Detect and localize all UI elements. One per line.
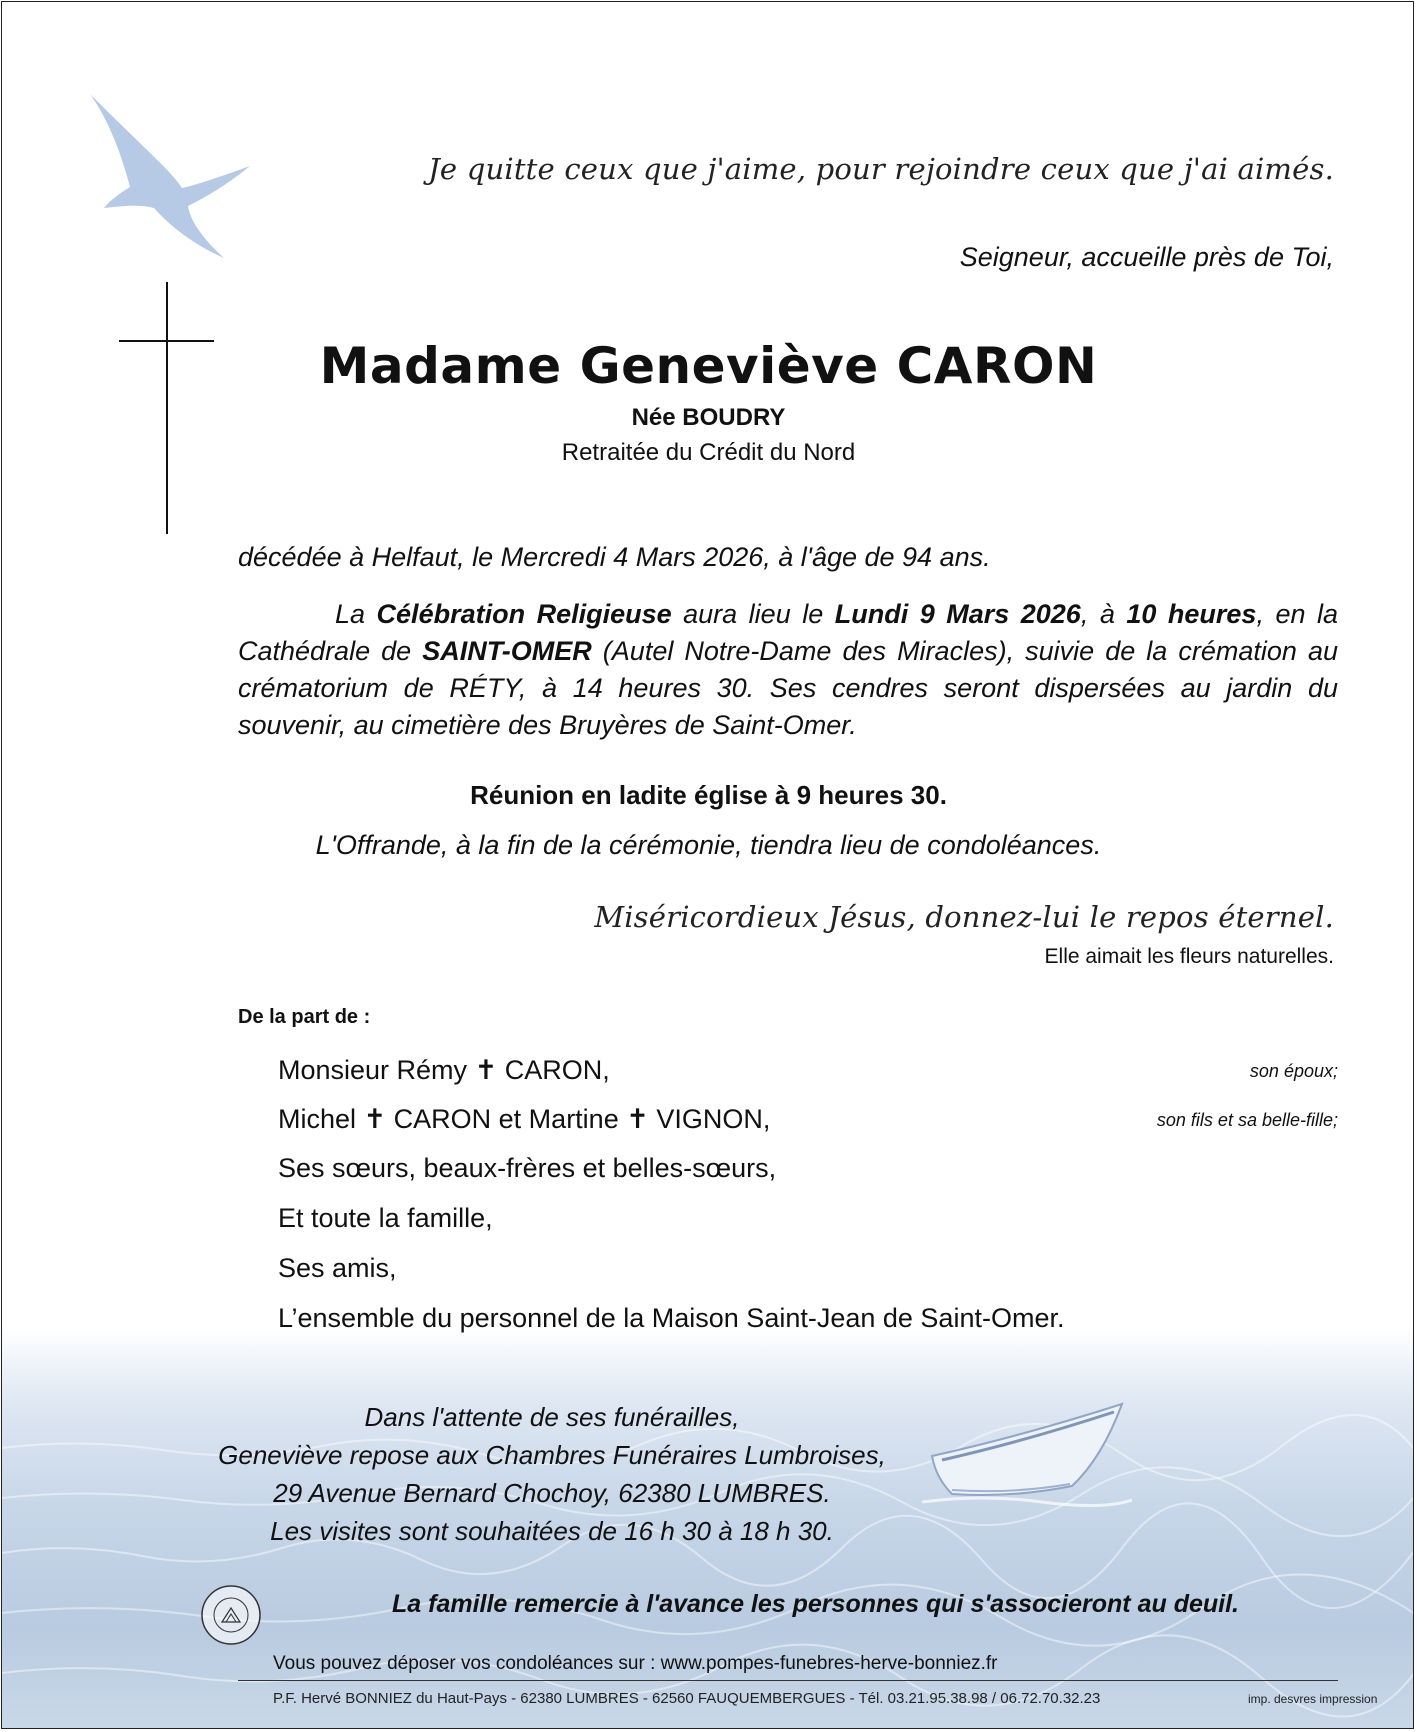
- prayer-line: Seigneur, accueille près de Toi,: [959, 242, 1334, 272]
- ceremony-text-3: , à: [1080, 599, 1127, 629]
- deceased-cross-icon: ✝: [363, 1104, 387, 1134]
- from-label: De la part de :: [238, 1006, 371, 1028]
- family-member: L’ensemble du personnel de la Maison Saint-Jean de Saint-Omer.: [278, 1303, 1065, 1333]
- ceremony-city: SAINT-OMER: [422, 636, 592, 666]
- maiden-name: Née BOUDRY: [631, 404, 786, 431]
- printer-credit: imp. desvres impression: [1248, 1692, 1378, 1706]
- closing-prayer: Miséricordieux Jésus, donnez-lui le repos éternel.: [594, 900, 1334, 934]
- offrande-line: L'Offrande, à la fin de la cérémonie, tiendra lieu de condoléances.: [315, 830, 1102, 860]
- death-notice: décédée à Helfaut, le Mercredi 4 Mars 2026, à l'âge de 94 ans.: [238, 542, 991, 572]
- profession: Retraitée du Crédit du Nord: [561, 439, 856, 466]
- family-row: [278, 1303, 1338, 1343]
- thanks-line: La famille remercie à l'avance les personnes qui s'associeront au deuil.: [392, 1590, 1239, 1618]
- ceremony-hour: 10 heures: [1126, 599, 1257, 629]
- footer-divider: [238, 1680, 1338, 1681]
- wake-line: Les visites sont souhaitées de 16 h 30 à 18 h 30.: [270, 1516, 834, 1546]
- family-row: [278, 1055, 1338, 1095]
- wake-line: 29 Avenue Bernard Chochoy, 62380 LUMBRES.: [273, 1478, 831, 1508]
- ceremony-text-5: (Autel Notre-Dame des Miracles), suivie de la crémation au crématorium de RÉTY, à 14 heures 30. Ses cendres seront dispersées au jardin du souvenir, au cimetière des Bruyères de Saint-Omer.: [238, 636, 1338, 740]
- deceased-cross-icon: ✝: [626, 1104, 649, 1134]
- ceremony-text-1: La: [335, 599, 377, 629]
- reunion-line: Réunion en ladite église à 9 heures 30.: [470, 780, 947, 810]
- deceased-name: Madame Geneviève CARON: [319, 337, 1098, 395]
- wake-line: Dans l'attente de ses funérailles,: [364, 1402, 740, 1432]
- family-member: Ses sœurs, beaux-frères et belles-sœurs,: [278, 1153, 777, 1183]
- family-row: [278, 1153, 1338, 1193]
- ceremony-text-4: , en la Cathédrale de: [238, 599, 1338, 666]
- condolences-line: Vous pouvez déposer vos condoléances sur : www.pompes-funebres-herve-bonniez.fr: [273, 1653, 998, 1674]
- obituary-page: [1, 1, 1414, 1729]
- top-quote: Je quitte ceux que j'aime, pour rejoindre ceux que j'ai aimés.: [428, 152, 1334, 186]
- flowers-note: Elle aimait les fleurs naturelles.: [1044, 945, 1334, 968]
- ceremony-type: Célébration Religieuse: [376, 599, 672, 629]
- family-member: Ses amis,: [278, 1253, 397, 1283]
- family-member: Monsieur Rémy ✝ CARON,: [278, 1055, 610, 1085]
- boat-icon: [922, 1398, 1132, 1508]
- ceremony-date: Lundi 9 Mars 2026: [834, 599, 1081, 629]
- deceased-cross-icon: ✝: [474, 1055, 498, 1085]
- ceremony-paragraph: [238, 596, 1338, 744]
- family-member: Et toute la famille,: [278, 1203, 493, 1233]
- wake-line: Geneviève repose aux Chambres Funéraires Lumbroises,: [218, 1440, 886, 1470]
- family-relation: son fils et sa belle-fille;: [1156, 1110, 1338, 1130]
- family-row: [278, 1104, 1338, 1144]
- family-row: [278, 1253, 1338, 1293]
- ceremony-text-2: aura lieu le: [671, 599, 835, 629]
- seagull-icon: [82, 92, 252, 272]
- family-member: Michel ✝ CARON et Martine ✝ VIGNON,: [278, 1104, 771, 1134]
- family-row: [278, 1203, 1338, 1243]
- wake-info: [202, 1398, 902, 1550]
- funeral-home-seal-icon: [200, 1584, 262, 1646]
- footer-address: P.F. Hervé BONNIEZ du Haut-Pays - 62380 LUMBRES - 62560 FAUQUEMBERGUES - Tél. 03.21.95.38.98 / 06.72.70.32.23: [273, 1690, 1101, 1707]
- family-relation: son époux;: [1249, 1061, 1338, 1081]
